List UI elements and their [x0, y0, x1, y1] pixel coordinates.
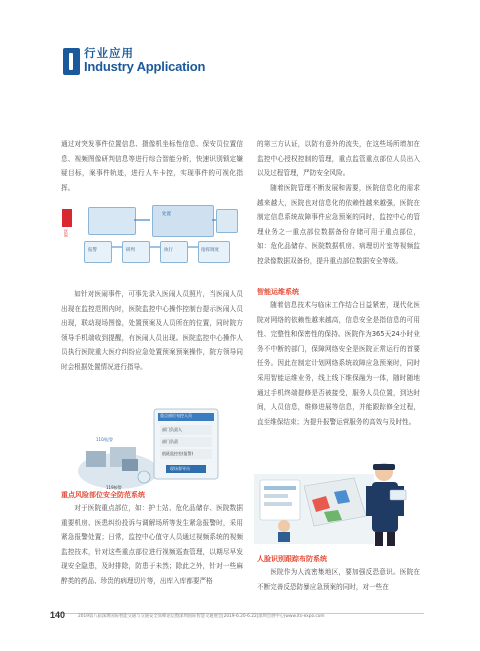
figure-key-area-diagram	[70, 407, 238, 493]
flow-label-3: 执行	[164, 248, 173, 253]
left-paragraph-1: 通过对突发事件位置信息、摄像机坐标性信息、保安员位置信息、视频图像研判信息等进行综合智能分析，快速识别锁定嫌疑目标，案事件轨迹，进行人车卡控，实现事件的可视化指挥。	[61, 140, 243, 192]
flow-label-1: 报警	[88, 248, 97, 253]
section-title-cn: 行业应用	[84, 46, 134, 60]
footer-text: 2019第八届深圳国际智能交通与交通安全高峰论坛暨深圳国际智慧交通展会|2019-6.20-6.22|深圳会展中心|www.its-expo.com	[78, 614, 325, 619]
zone-label-1: 重点部位布控人员	[160, 413, 192, 418]
zone-label-2: 部门负责人	[162, 427, 182, 432]
zone-label-7: 119接警	[106, 485, 122, 490]
right-paragraph-3: 随着信息技术与临床工作结合日益紧密，现代化医院对网络的依赖性越来越高，信息安全是指信息的可用性、完整性和保密性的保持。医院作为365天24小时业务不中断的部门，保障网络安全是医院正常运行的首要任务。因此在制定计划网络系统故障应急预案时，同时采用智能运维业务，线上线下维保融为一体，随时随地通过手机终端提修是否被接受，服务人员位置，到达时间，人员信息，维修进展等信息，并能跟踪修全过程，直至维保结束；为提升报警运营服务的高效与及时性。	[257, 301, 420, 426]
section-title-en: Industry Application	[84, 59, 206, 74]
figure-side-tag-label: 医院	[64, 229, 69, 237]
page-number: 140	[50, 610, 66, 620]
right-paragraph-2: 随着医院管理不断发展和需要，医院信息化的需求越来越大，医院也对信息化的依赖性越来越强，医院在制定信息系统故障事件应急预案的同时，监控中心的管理业务之一重点部位数据备份存储可用于重点部位，如：危化品储存、医院数据机房、病理切片室等视频监控录像数据双备份，提升重点部位数据安全等级。	[257, 184, 420, 265]
section-title-ops: 智能运维系统	[257, 288, 299, 296]
left-paragraph-3: 对于医院重点部位，如：护士站、危化品储存、医院数据重要机房、医患纠纷投诉与调解场所等发生紧急报警时，采用紧急报警处置；日常，监控中心值守人员通过视频系统的视频监控技术，针对这些重点部位进行视频巡查管理，以期尽早发现安全隐患，及时排除，防患于未然；除此之外，针对一些麻醉类的药品、珍贵的病理切片等，出库入库都要严格	[61, 504, 243, 585]
face-recognition-graphic	[254, 456, 420, 548]
zone-label-4: 值班监控室(报警)	[162, 451, 194, 456]
zone-label-3: 部门负责	[162, 439, 178, 444]
right-paragraph-1: 的第三方认证，以防有意外的流失，在这些场所增加在监控中心授权控制的管理，重点监管重点部位人员出入以及过程管理，严防安全风险。	[257, 140, 420, 178]
section-title-key-area: 重点风险部位安全防范系统	[61, 491, 145, 499]
figure-face-recognition	[254, 456, 420, 548]
zone-label-6: 110/报警	[96, 437, 113, 442]
flow-label-5: 处置	[162, 212, 171, 217]
figure-key-area-graphic	[70, 407, 238, 493]
right-paragraph-4: 医院作为人流密集地区，要加强反恐意识。医院在不断完善反恐防暴应急预案的同时，对一些在	[257, 568, 420, 591]
figure-command-flow	[66, 203, 242, 267]
left-paragraph-2: 如针对医闹事件，可事先录入医闹人员照片，当医闹人员出现在监控范围内时，医院监控中心操作控制台提示医闹人员出现，联动现场图像，处置预案及人员所在的位置，同时院方领导手机端收到提醒，有医闹人员出现。医院监控中心操作人员执行医院重大医疗纠纷应急处置预案预案操作，院方领导同时会根据处置情况进行指导。	[61, 290, 243, 371]
zone-label-5: 现场督导员	[170, 466, 190, 471]
section-logo-icon	[63, 48, 80, 75]
flow-label-2: 研判	[126, 248, 135, 253]
section-title-face: 人脸识别跟踪布防系统	[257, 555, 327, 563]
flow-label-4: 指挥调度	[201, 248, 219, 253]
